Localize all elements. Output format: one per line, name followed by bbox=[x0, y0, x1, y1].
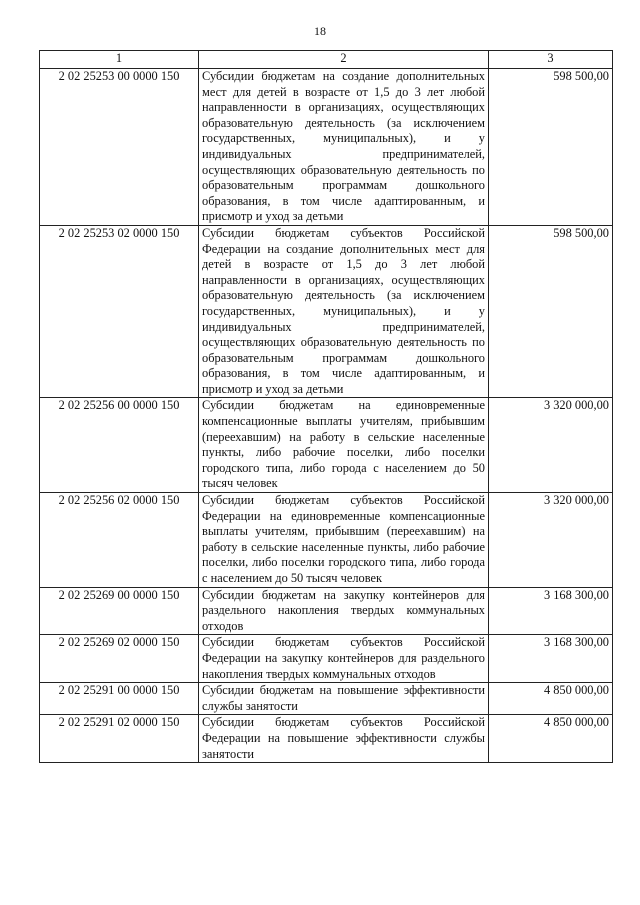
budget-code-cell: 2 02 25291 02 0000 150 bbox=[40, 715, 199, 763]
description-cell: Субсидии бюджетам субъектов Российской Федерации на единовременные компенсационные выплаты учителям, прибывшим (переехавшим) на работу в сельские населенные пункты, либо рабочие поселки, либо поселки городского типа, либо города с населением до 50 тысяч человек bbox=[199, 493, 489, 588]
description-cell: Субсидии бюджетам на единовременные компенсационные выплаты учителям, прибывшим (переехавшим) на работу в сельские населенные пункты, либо рабочие поселки, либо поселки городского типа, либо города с населением до 50 тысяч человек bbox=[199, 398, 489, 493]
amount-cell: 598 500,00 bbox=[489, 225, 613, 398]
page-number: 18 bbox=[314, 24, 326, 38]
budget-code-cell: 2 02 25253 02 0000 150 bbox=[40, 225, 199, 398]
amount-cell: 598 500,00 bbox=[489, 69, 613, 226]
budget-code-cell: 2 02 25269 00 0000 150 bbox=[40, 587, 199, 635]
table-row bbox=[40, 225, 613, 398]
budget-code-cell: 2 02 25253 00 0000 150 bbox=[40, 69, 199, 226]
table-row bbox=[40, 683, 613, 715]
description-cell: Субсидии бюджетам на закупку контейнеров для раздельного накопления твердых коммунальных отходов bbox=[199, 587, 489, 635]
table-row bbox=[40, 715, 613, 763]
description-cell: Субсидии бюджетам на повышение эффективности службы занятости bbox=[199, 683, 489, 715]
description-cell: Субсидии бюджетам на создание дополнительных мест для детей в возрасте от 1,5 до 3 лет любой направленности в организациях, осуществляющих образовательную деятельность (за исключением государственных, муниципальных), и у индивидуальных предпринимателей, осуществляющих образовательную деятельность по образовательным программам дошкольного образования, в том числе адаптированным, и присмотр и уход за детьми bbox=[199, 69, 489, 226]
amount-cell: 3 168 300,00 bbox=[489, 635, 613, 683]
amount-cell: 4 850 000,00 bbox=[489, 683, 613, 715]
column-header-1: 1 bbox=[40, 51, 199, 69]
table-row bbox=[40, 493, 613, 588]
table-row bbox=[40, 635, 613, 683]
amount-cell: 4 850 000,00 bbox=[489, 715, 613, 763]
column-header-2: 2 bbox=[199, 51, 489, 69]
column-header-3: 3 bbox=[489, 51, 613, 69]
budget-code-cell: 2 02 25256 02 0000 150 bbox=[40, 493, 199, 588]
budget-code-cell: 2 02 25269 02 0000 150 bbox=[40, 635, 199, 683]
table-header-row bbox=[40, 51, 613, 69]
budget-table bbox=[39, 50, 613, 763]
table-row bbox=[40, 398, 613, 493]
description-cell: Субсидии бюджетам субъектов Российской Федерации на создание дополнительных мест для детей в возрасте от 1,5 до 3 лет любой направленности в организациях, осуществляющих образовательную деятельность (за исключением государственных, муниципальных), и у индивидуальных предпринимателей, осуществляющих образовательную деятельность по образовательным программам дошкольного образования, в том числе адаптированным, и присмотр и уход за детьми bbox=[199, 225, 489, 398]
amount-cell: 3 320 000,00 bbox=[489, 493, 613, 588]
amount-cell: 3 168 300,00 bbox=[489, 587, 613, 635]
budget-code-cell: 2 02 25256 00 0000 150 bbox=[40, 398, 199, 493]
description-cell: Субсидии бюджетам субъектов Российской Федерации на повышение эффективности службы занятости bbox=[199, 715, 489, 763]
table-row bbox=[40, 587, 613, 635]
amount-cell: 3 320 000,00 bbox=[489, 398, 613, 493]
description-cell: Субсидии бюджетам субъектов Российской Федерации на закупку контейнеров для раздельного накопления твердых коммунальных отходов bbox=[199, 635, 489, 683]
budget-code-cell: 2 02 25291 00 0000 150 bbox=[40, 683, 199, 715]
table-row bbox=[40, 69, 613, 226]
